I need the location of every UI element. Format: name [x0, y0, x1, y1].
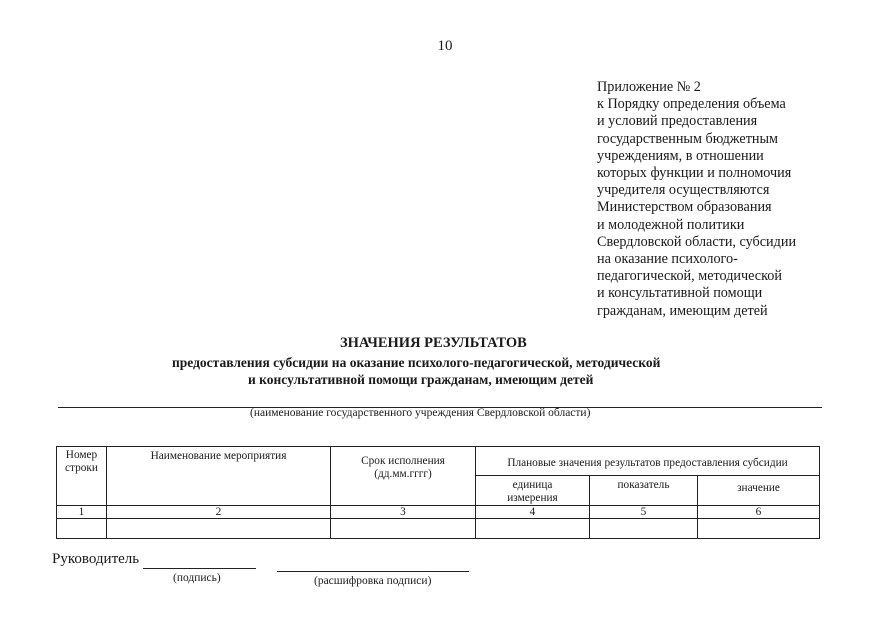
- header-value: значение: [698, 476, 820, 506]
- appendix-line: Свердловской области, субсидии: [597, 233, 797, 250]
- table-cell: [590, 519, 698, 539]
- table-cell: [476, 519, 590, 539]
- appendix-line: Министерством образования: [597, 199, 772, 216]
- appendix-line: педагогической, методической: [597, 268, 782, 285]
- appendix-line: учредителя осуществляются: [597, 182, 770, 199]
- table-row: [57, 519, 820, 539]
- document-subtitle-line-2: и консультативной помощи гражданам, имеющим детей: [248, 372, 594, 387]
- appendix-line: учреждениям, в отношении: [597, 147, 764, 164]
- signature-line: [143, 568, 256, 569]
- header-event-name: Наименование мероприятия: [107, 447, 331, 506]
- appendix-line: и молодежной политики: [597, 216, 745, 233]
- column-number: 5: [590, 506, 698, 519]
- signature-caption: (подпись): [173, 572, 221, 584]
- appendix-line: которых функции и полномочия: [597, 165, 792, 182]
- appendix-line: на оказание психолого-: [597, 251, 738, 268]
- appendix-line: к Порядку определения объема: [597, 96, 786, 113]
- signature-label: Руководитель: [52, 551, 140, 567]
- institution-caption: (наименование государственного учреждения Свердловской области): [250, 407, 591, 419]
- appendix-line: гражданам, имеющим детей: [597, 302, 768, 319]
- table-cell: [331, 519, 476, 539]
- column-number: 6: [698, 506, 820, 519]
- appendix-block: [597, 79, 837, 320]
- document-title: ЗНАЧЕНИЯ РЕЗУЛЬТАТОВ: [340, 335, 527, 351]
- appendix-line: и консультативной помощи: [597, 285, 763, 302]
- appendix-line: и условий предоставления: [597, 113, 758, 130]
- document-subtitle-line-1: предоставления субсидии на оказание психолого-педагогической, методической: [172, 355, 661, 370]
- header-planned-values: Плановые значения результатов предоставления субсидии: [476, 447, 820, 476]
- header-row-number: Номер строки: [57, 447, 107, 506]
- table-cell: [57, 519, 107, 539]
- signature-decode-line: [277, 571, 469, 572]
- header-deadline: Срок исполнения (дд.мм.гггг): [331, 447, 476, 506]
- results-table: [56, 446, 820, 539]
- header-indicator: показатель: [590, 476, 698, 506]
- appendix-line: государственным бюджетным: [597, 130, 779, 147]
- column-number: 3: [331, 506, 476, 519]
- signature-decode-caption: (расшифровка подписи): [314, 575, 432, 587]
- page-number: 10: [437, 38, 453, 54]
- column-number: 1: [57, 506, 107, 519]
- table-cell: [107, 519, 331, 539]
- header-unit: единица измерения: [476, 476, 590, 506]
- appendix-line: Приложение № 2: [597, 79, 701, 95]
- column-number: 2: [107, 506, 331, 519]
- column-number: 4: [476, 506, 590, 519]
- table-cell: [698, 519, 820, 539]
